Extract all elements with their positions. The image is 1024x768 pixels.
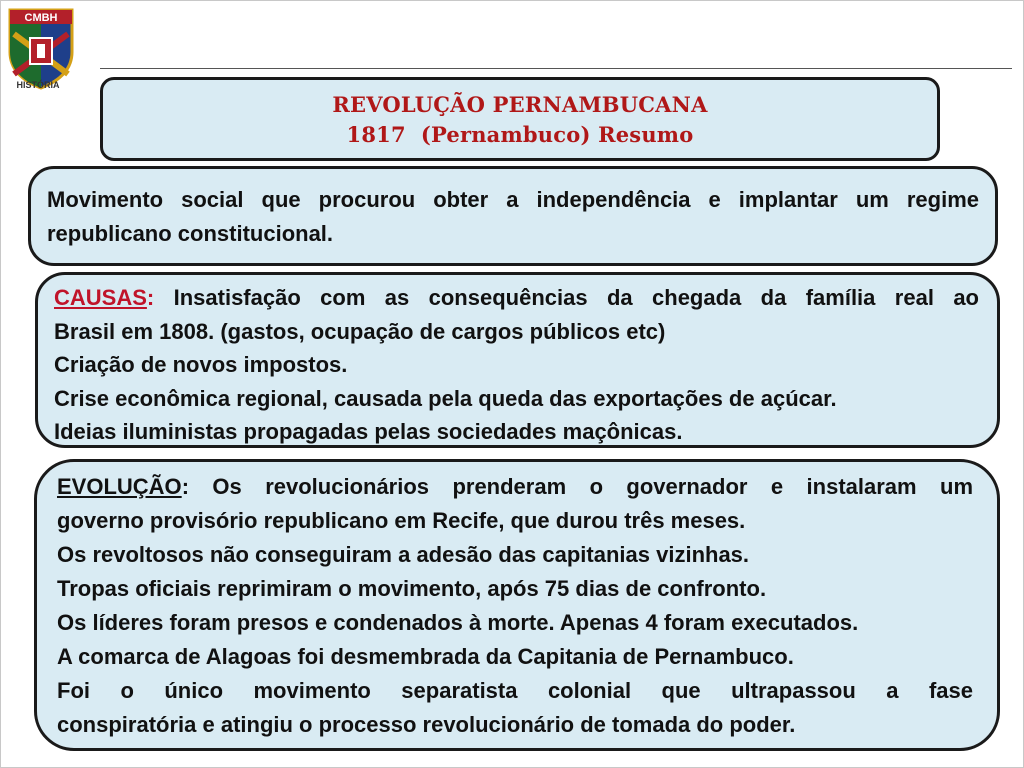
evolution-line: conspiratória e atingiu o processo revolucionário de tomada do poder. (57, 712, 796, 737)
evolution-label: EVOLUÇÃO (57, 474, 182, 499)
evolution-label-colon: : (181, 474, 190, 499)
logo-top-text: CMBH (24, 12, 58, 24)
causes-line: Brasil em 1808. (gastos, ocupação de cargos públicos etc) (54, 318, 666, 344)
title-line-2: 1817 (Pernambuco) Resumo (346, 122, 694, 147)
intro-line: republicano constitucional. (47, 221, 334, 246)
title-box (100, 77, 940, 161)
evolution-first-text: Os revolucionários prenderam o governador e instalaram um (189, 474, 973, 499)
logo-subtitle: HISTÓRIA (16, 80, 60, 90)
causes-line: Criação de novos impostos. (54, 352, 348, 377)
evolution-box (34, 459, 1000, 751)
causes-label: CAUSAS (54, 285, 147, 310)
evolution-line: Os líderes foram presos e condenados à morte. Apenas 4 foram executados. (57, 610, 859, 635)
intro-box (28, 166, 998, 266)
evolution-first-line (57, 470, 973, 504)
evolution-line: Foi o único movimento separatista colonial que ultrapassou a fase (57, 678, 973, 703)
causes-first-text: Insatisfação com as consequências da chegada da família real ao (154, 285, 979, 310)
header-divider (100, 68, 1012, 69)
intro-line: Movimento social que procurou obter a independência e implantar um regime (47, 187, 979, 212)
evolution-line: Os revoltosos não conseguiram a adesão das capitanias vizinhas. (57, 542, 750, 567)
evolution-line: governo provisório republicano em Recife, que durou três meses. (57, 508, 746, 533)
evolution-line: Tropas oficiais reprimiram o movimento, após 75 dias de confronto. (57, 576, 767, 601)
title-line-1: REVOLUÇÃO PERNAMBUCANA (332, 92, 708, 117)
causes-line: Ideias iluministas propagadas pelas sociedades maçônicas. (54, 419, 683, 444)
causes-first-line (54, 281, 979, 315)
evolution-line: A comarca de Alagoas foi desmembrada da Capitania de Pernambuco. (57, 644, 794, 669)
causes-box (35, 272, 1000, 448)
causes-line: Crise econômica regional, causada pela queda das exportações de açúcar. (54, 385, 837, 411)
causes-label-colon: : (146, 285, 155, 310)
